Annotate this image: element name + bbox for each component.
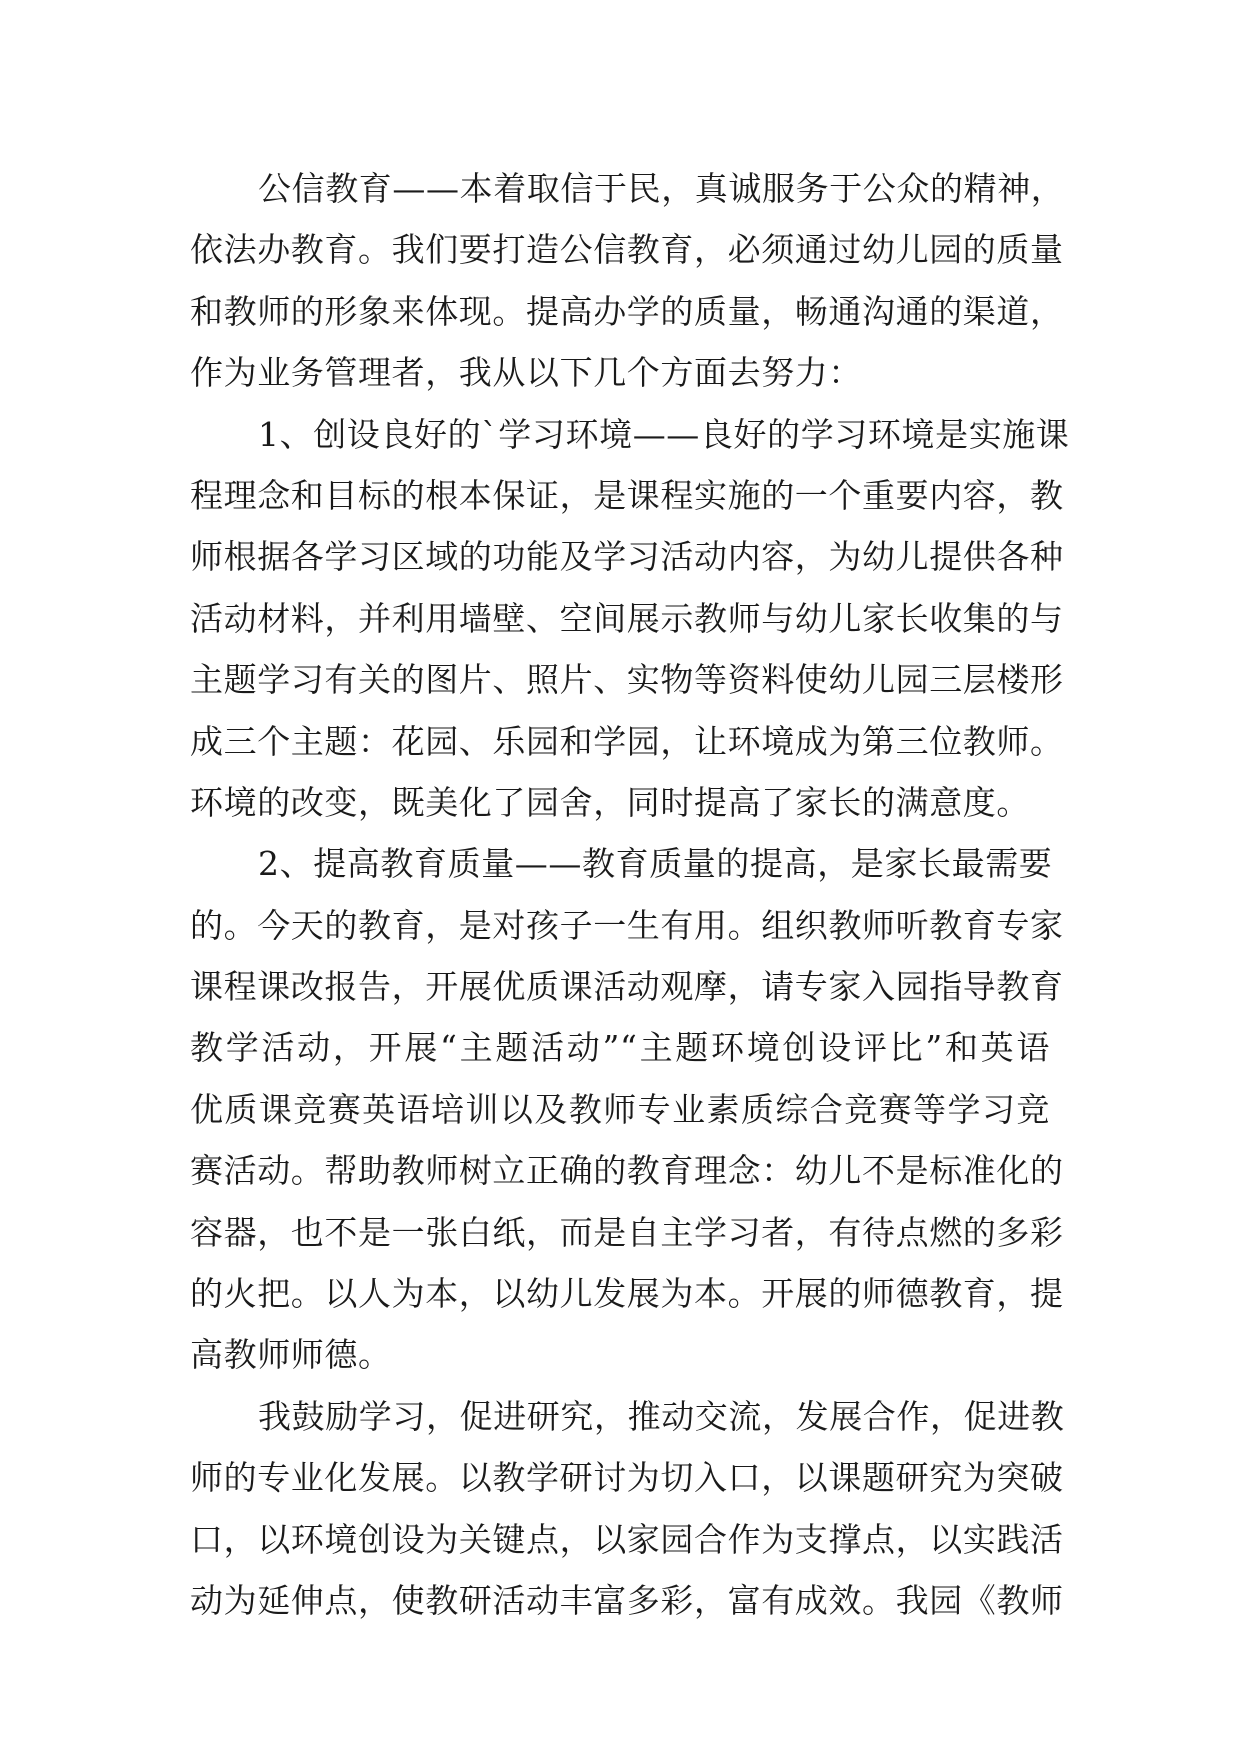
text-line: 成三个主题：花园、乐园和学园，让环境成为第三位教师。 — [190, 721, 1064, 761]
text-line: 的。今天的教育，是对孩子一生有用。组织教师听教育专家 — [190, 905, 1064, 945]
text-line: 依法办教育。我们要打造公信教育，必须通过幼儿园的质量 — [190, 230, 1064, 270]
text-line: 1、创设良好的`学习环境——良好的学习环境是实施课 — [258, 414, 1070, 454]
text-line: 作为业务管理者，我从以下几个方面去努力： — [190, 353, 862, 393]
text-line: 主题学习有关的图片、照片、实物等资料使幼儿园三层楼形 — [190, 660, 1064, 700]
document-body — [190, 158, 1070, 1631]
text-line: 动为延伸点，使教研活动丰富多彩，富有成效。我园《教师 — [190, 1580, 1064, 1620]
text-line: 教学活动，开展“主题活动”“主题环境创设评比”和英语 — [190, 1028, 1050, 1068]
text-line: 的火把。以人为本，以幼儿发展为本。开展的师德教育，提 — [190, 1274, 1064, 1314]
text-line: 高教师师德。 — [190, 1335, 392, 1375]
text-line: 容器，也不是一张白纸，而是自主学习者，有待点燃的多彩 — [190, 1212, 1064, 1252]
text-line: 师根据各学习区域的功能及学习活动内容，为幼儿提供各种 — [190, 537, 1064, 577]
text-line: 环境的改变，既美化了园舍，同时提高了家长的满意度。 — [190, 782, 1030, 822]
text-line: 赛活动。帮助教师树立正确的教育理念：幼儿不是标准化的 — [190, 1151, 1064, 1191]
text-line: 2、提高教育质量——教育质量的提高，是家长最需要 — [258, 844, 1053, 884]
text-line: 课程课改报告，开展优质课活动观摩，请专家入园指导教育 — [190, 967, 1064, 1007]
text-line: 我鼓励学习，促进研究，推动交流，发展合作，促进教 — [258, 1396, 1065, 1436]
text-line: 程理念和目标的根本保证，是课程实施的一个重要内容，教 — [190, 475, 1064, 515]
text-line: 师的专业化发展。以教学研讨为切入口，以课题研究为突破 — [190, 1458, 1064, 1498]
text-line: 优质课竞赛英语培训以及教师专业素质综合竞赛等学习竞 — [190, 1089, 1050, 1129]
text-line: 口，以环境创设为关键点，以家园合作为支撑点，以实践活 — [190, 1519, 1064, 1559]
text-line: 活动材料，并利用墙壁、空间展示教师与幼儿家长收集的与 — [190, 598, 1064, 638]
text-line: 和教师的形象来体现。提高办学的质量，畅通沟通的渠道， — [190, 291, 1064, 331]
text-line: 公信教育——本着取信于民，真诚服务于公众的精神， — [258, 169, 1065, 208]
